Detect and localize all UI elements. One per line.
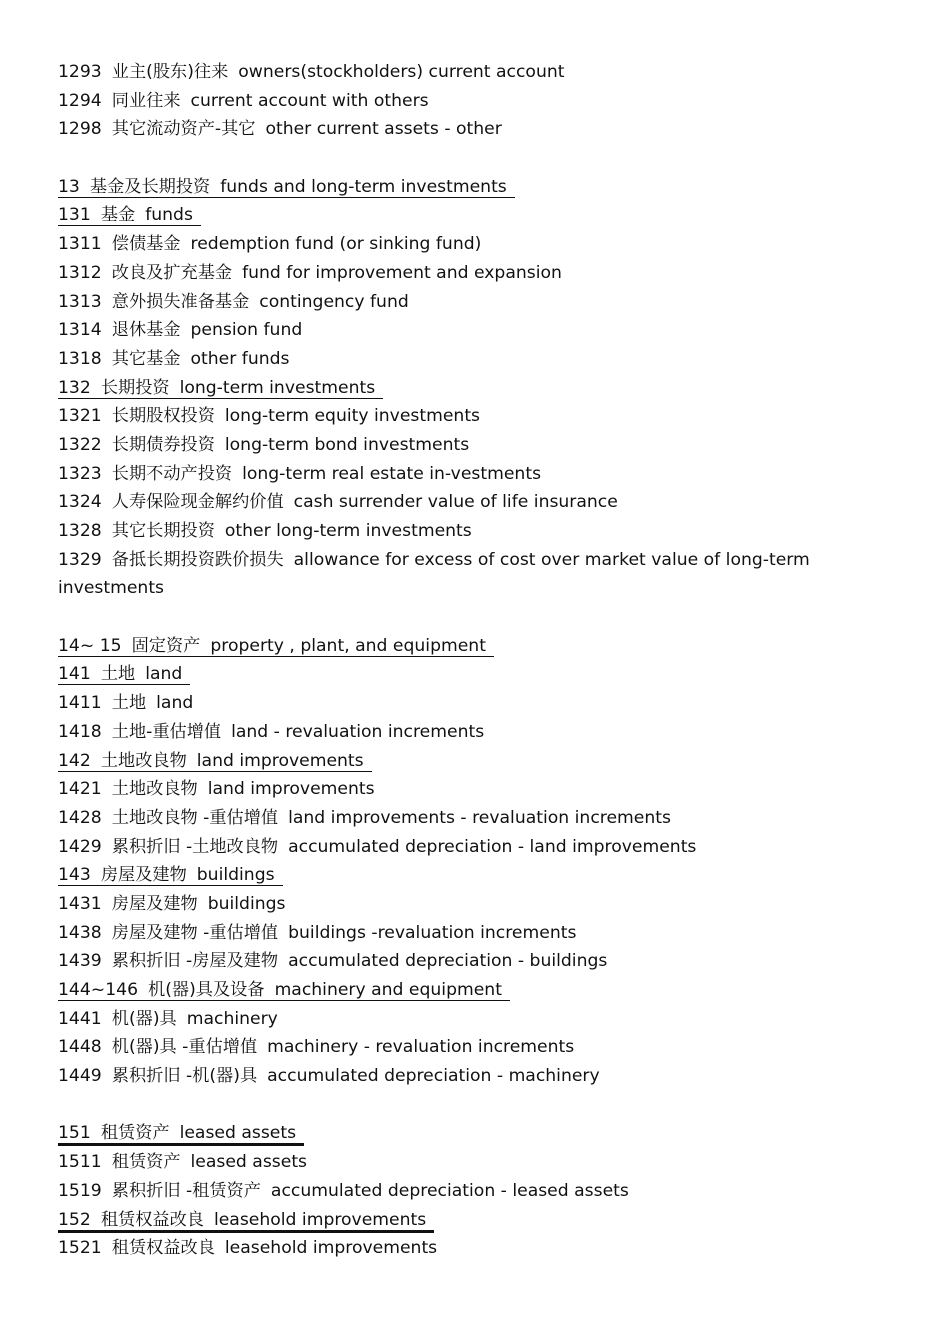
heading-underline bbox=[58, 1123, 304, 1146]
account-name-cn: 其它流动资产-其它 bbox=[111, 119, 256, 140]
account-name-en: long-term equity investments bbox=[224, 406, 481, 427]
account-name-en: accumulated depreciation - land improvements bbox=[288, 836, 697, 857]
account-code: 1314 bbox=[58, 320, 102, 341]
section-heading-14-15 bbox=[58, 632, 888, 661]
section-heading-143 bbox=[58, 861, 888, 890]
entry-1449 bbox=[58, 1062, 888, 1091]
account-name-en: fund for improvement and expansion bbox=[242, 262, 562, 283]
account-code: 144~146 bbox=[58, 980, 139, 1001]
account-name-cn: 备抵长期投资跌价损失 bbox=[111, 549, 284, 570]
entry-1294 bbox=[58, 87, 888, 116]
account-code: 1438 bbox=[58, 922, 102, 943]
account-name-cn: 长期股权投资 bbox=[111, 406, 215, 427]
account-name-cn: 累积折旧 -房屋及建物 bbox=[111, 951, 279, 972]
heading-underline bbox=[58, 205, 201, 226]
account-code: 152 bbox=[58, 1209, 91, 1230]
entry-1318 bbox=[58, 345, 888, 374]
account-code: 1521 bbox=[58, 1238, 102, 1259]
account-name-cn: 意外损失准备基金 bbox=[111, 291, 250, 312]
account-code: 1519 bbox=[58, 1180, 102, 1201]
account-code: 1324 bbox=[58, 492, 102, 513]
entry-1322 bbox=[58, 431, 888, 460]
account-name-cn: 房屋及建物 bbox=[100, 865, 187, 886]
account-name-en: buildings -revaluation increments bbox=[288, 922, 577, 943]
account-name-en: leased assets bbox=[190, 1152, 308, 1173]
account-name-cn: 累积折旧 -租赁资产 bbox=[111, 1180, 261, 1201]
entry-1441 bbox=[58, 1005, 888, 1034]
account-name-cn: 房屋及建物 bbox=[111, 893, 198, 914]
account-name-en: long-term investments bbox=[179, 377, 376, 398]
account-code: 14~ 15 bbox=[58, 635, 122, 656]
account-code: 1322 bbox=[58, 434, 102, 455]
account-name-cn: 租赁权益改良 bbox=[100, 1209, 204, 1230]
account-code: 142 bbox=[58, 750, 91, 771]
account-name-cn: 机(器)具 -重估增值 bbox=[111, 1037, 258, 1058]
account-code: 1418 bbox=[58, 721, 102, 742]
account-name-cn: 同业往来 bbox=[111, 90, 181, 111]
entry-1421 bbox=[58, 775, 888, 804]
account-name-cn: 租赁资产 bbox=[100, 1123, 170, 1144]
section-heading-142 bbox=[58, 747, 888, 776]
account-name-en: machinery bbox=[186, 1008, 278, 1029]
account-name-cn: 租赁资产 bbox=[111, 1152, 181, 1173]
entry-1312 bbox=[58, 259, 888, 288]
account-code: 1411 bbox=[58, 693, 102, 714]
account-name-en: cash surrender value of life insurance bbox=[293, 492, 618, 513]
account-code: 1449 bbox=[58, 1066, 102, 1087]
account-code: 143 bbox=[58, 865, 91, 886]
account-code: 1313 bbox=[58, 291, 102, 312]
account-code: 1428 bbox=[58, 807, 102, 828]
account-name-cn: 土地 bbox=[100, 664, 136, 685]
entry-1293 bbox=[58, 58, 888, 87]
entry-1329 bbox=[58, 546, 888, 603]
spacer bbox=[58, 1091, 888, 1120]
heading-underline bbox=[58, 751, 372, 772]
account-name-cn: 土地 bbox=[111, 693, 147, 714]
account-name-cn: 机(器)具 bbox=[111, 1008, 177, 1029]
account-name-cn: 长期不动产投资 bbox=[111, 463, 233, 484]
account-code: 1441 bbox=[58, 1008, 102, 1029]
spacer bbox=[58, 144, 888, 173]
heading-underline bbox=[58, 636, 494, 657]
account-name-en: contingency fund bbox=[259, 291, 409, 312]
account-name-en: other long-term investments bbox=[224, 521, 472, 541]
account-code: 1329 bbox=[58, 549, 102, 570]
account-name-en: other funds bbox=[190, 348, 290, 369]
account-name-en: owners(stockholders) current account bbox=[238, 62, 565, 82]
account-code: 1511 bbox=[58, 1152, 102, 1173]
heading-underline bbox=[58, 1210, 434, 1233]
account-code: 1321 bbox=[58, 406, 102, 427]
account-name-en: leasehold improvements bbox=[224, 1238, 438, 1259]
account-name-en: long-term bond investments bbox=[224, 434, 470, 455]
entry-1314 bbox=[58, 316, 888, 345]
heading-underline bbox=[58, 664, 190, 685]
section-heading-144-146 bbox=[58, 976, 888, 1005]
account-name-cn: 偿债基金 bbox=[111, 234, 181, 255]
account-name-en: allowance for excess of cost over market value of long-term investments bbox=[58, 549, 810, 599]
account-code: 1323 bbox=[58, 463, 102, 484]
account-name-en: accumulated depreciation - buildings bbox=[288, 951, 608, 972]
account-name-en: land improvements - revaluation increments bbox=[288, 807, 671, 828]
heading-underline bbox=[58, 378, 383, 399]
section-heading-132 bbox=[58, 374, 888, 403]
entry-1311 bbox=[58, 230, 888, 259]
section-heading-13 bbox=[58, 173, 888, 202]
section-heading-141 bbox=[58, 660, 888, 689]
account-name-cn: 其它基金 bbox=[111, 348, 181, 369]
account-name-cn: 改良及扩充基金 bbox=[111, 262, 233, 283]
account-code: 1448 bbox=[58, 1037, 102, 1058]
account-name-en: funds and long-term investments bbox=[220, 176, 507, 197]
entry-1321 bbox=[58, 402, 888, 431]
account-code: 13 bbox=[58, 176, 80, 197]
account-name-en: land - revaluation increments bbox=[231, 721, 485, 742]
entry-1431 bbox=[58, 890, 888, 919]
account-name-cn: 退休基金 bbox=[111, 320, 181, 341]
account-name-en: current account with others bbox=[190, 90, 429, 111]
account-name-cn: 土地改良物 bbox=[111, 779, 198, 800]
account-name-cn: 长期投资 bbox=[100, 377, 170, 398]
spacer bbox=[58, 603, 888, 632]
heading-underline bbox=[58, 865, 283, 886]
account-code: 1429 bbox=[58, 836, 102, 857]
account-code: 1439 bbox=[58, 951, 102, 972]
account-name-cn: 土地改良物 -重估增值 bbox=[111, 807, 279, 828]
account-name-cn: 土地改良物 bbox=[100, 750, 187, 771]
account-name-en: long-term real estate in-vestments bbox=[242, 463, 542, 484]
account-name-en: land bbox=[156, 693, 194, 714]
entry-1439 bbox=[58, 947, 888, 976]
account-code: 1431 bbox=[58, 893, 102, 914]
entry-1313 bbox=[58, 288, 888, 317]
account-name-cn: 业主(股东)往来 bbox=[111, 62, 229, 82]
account-name-en: pension fund bbox=[190, 320, 303, 341]
account-name-en: leased assets bbox=[179, 1123, 297, 1144]
heading-underline bbox=[58, 980, 510, 1001]
section-heading-131 bbox=[58, 201, 888, 230]
entry-1428 bbox=[58, 804, 888, 833]
entry-1411 bbox=[58, 689, 888, 718]
entry-1429 bbox=[58, 833, 888, 862]
account-name-cn: 机(器)具及设备 bbox=[148, 980, 265, 1001]
account-code: 132 bbox=[58, 377, 91, 398]
account-name-cn: 累积折旧 -土地改良物 bbox=[111, 836, 279, 857]
account-code-list bbox=[58, 58, 888, 1263]
account-code: 1318 bbox=[58, 348, 102, 369]
account-name-en: redemption fund (or sinking fund) bbox=[190, 234, 482, 255]
account-name-en: property , plant, and equipment bbox=[210, 635, 486, 656]
entry-1511 bbox=[58, 1148, 888, 1177]
section-heading-151 bbox=[58, 1119, 888, 1148]
entry-1521 bbox=[58, 1234, 888, 1263]
account-code: 1294 bbox=[58, 90, 102, 111]
account-name-cn: 累积折旧 -机(器)具 bbox=[111, 1066, 258, 1087]
account-code: 1421 bbox=[58, 779, 102, 800]
account-code: 1312 bbox=[58, 262, 102, 283]
account-name-cn: 人寿保险现金解约价值 bbox=[111, 492, 284, 513]
account-name-en: buildings bbox=[207, 893, 286, 914]
heading-underline bbox=[58, 177, 515, 198]
entry-1438 bbox=[58, 919, 888, 948]
account-name-cn: 土地-重估增值 bbox=[111, 721, 222, 742]
entry-1324 bbox=[58, 488, 888, 517]
account-name-cn: 固定资产 bbox=[131, 635, 201, 656]
account-name-en: land improvements bbox=[207, 779, 375, 800]
account-name-en: machinery and equipment bbox=[274, 980, 502, 1001]
section-heading-152 bbox=[58, 1206, 888, 1235]
account-name-cn: 基金 bbox=[100, 205, 136, 226]
account-name-en: buildings bbox=[196, 865, 275, 886]
entry-1418 bbox=[58, 718, 888, 747]
account-name-en: land bbox=[145, 664, 183, 685]
account-code: 1293 bbox=[58, 62, 102, 82]
account-name-en: leasehold improvements bbox=[213, 1209, 427, 1230]
account-code: 1311 bbox=[58, 234, 102, 255]
account-code: 1298 bbox=[58, 119, 102, 140]
account-code: 141 bbox=[58, 664, 91, 685]
account-name-en: other current assets - other bbox=[265, 119, 502, 140]
account-name-en: land improvements bbox=[196, 750, 364, 771]
account-name-cn: 房屋及建物 -重估增值 bbox=[111, 922, 279, 943]
account-name-cn: 其它长期投资 bbox=[111, 521, 215, 541]
account-code: 1328 bbox=[58, 521, 102, 541]
account-name-en: machinery - revaluation increments bbox=[267, 1037, 575, 1058]
account-code: 151 bbox=[58, 1123, 91, 1144]
account-name-en: accumulated depreciation - leased assets bbox=[270, 1180, 629, 1201]
account-code: 131 bbox=[58, 205, 91, 226]
account-name-en: funds bbox=[145, 205, 193, 226]
account-name-cn: 基金及长期投资 bbox=[89, 176, 211, 197]
entry-1323 bbox=[58, 460, 888, 489]
entry-1328 bbox=[58, 517, 888, 546]
account-name-en: accumulated depreciation - machinery bbox=[267, 1066, 600, 1087]
account-name-cn: 租赁权益改良 bbox=[111, 1238, 215, 1259]
entry-1519 bbox=[58, 1177, 888, 1206]
account-name-cn: 长期债券投资 bbox=[111, 434, 215, 455]
entry-1448 bbox=[58, 1033, 888, 1062]
entry-1298 bbox=[58, 115, 888, 144]
